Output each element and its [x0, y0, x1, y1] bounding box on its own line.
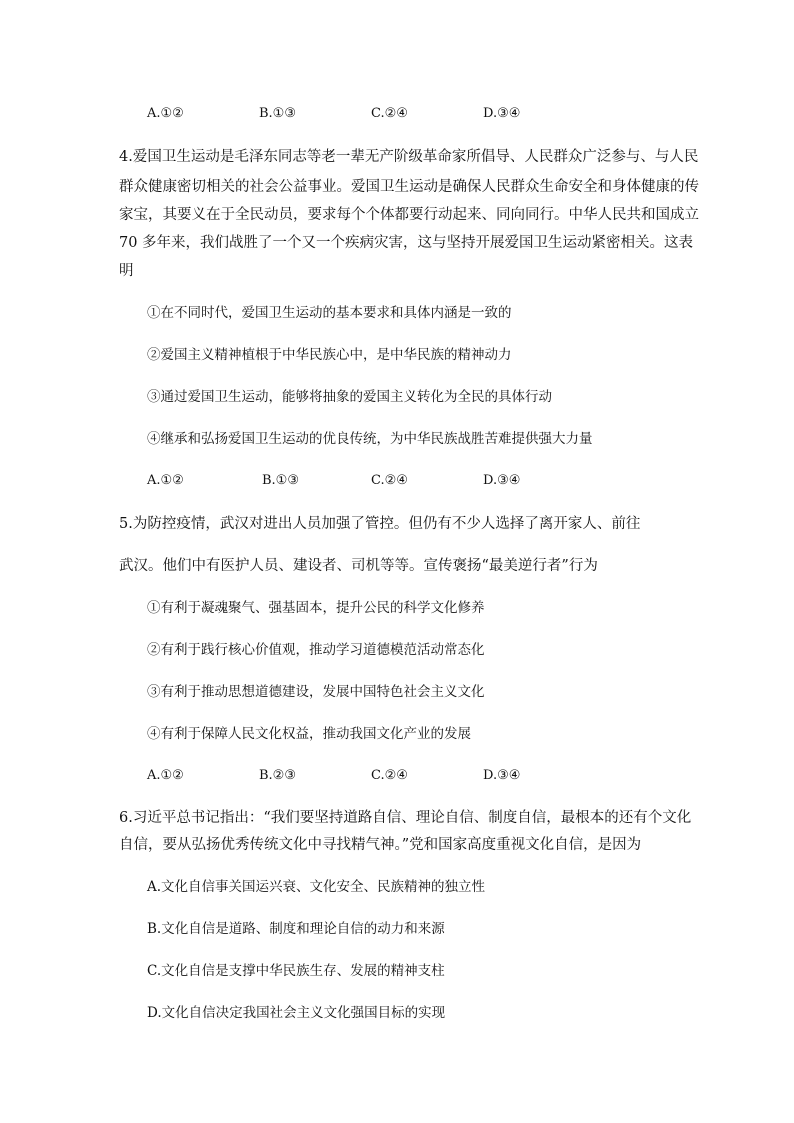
q5-statement-2: ②有利于践行核心价值观，推动学习道德模范活动常态化	[147, 642, 485, 658]
q5-option-d: D.③④	[483, 768, 521, 783]
q5-statement-1: ①有利于凝魂聚气、强基固本，提升公民的科学文化修养	[147, 600, 485, 616]
q5-stem-line-1: 5.为防控疫情，武汉对进出人员加强了管控。但仍有不少人选择了离开家人、前往	[119, 516, 641, 532]
q4-options	[0, 471, 794, 491]
q3-option-a: A.①②	[147, 106, 184, 121]
q4-statement-2: ②爱国主义精神植根于中华民族心中，是中华民族的精神动力	[147, 347, 512, 363]
q6-option-d: D.文化自信决定我国社会主义文化强国目标的实现	[147, 1005, 446, 1021]
q3-options	[0, 104, 794, 124]
q6-stem-line-2: 自信，要从弘扬优秀传统文化中寻找精气神。”党和国家高度重视文化自信，是因为	[119, 837, 642, 853]
q3-option-c: C.②④	[371, 106, 408, 121]
q4-stem-line-1: 4.爱国卫生运动是毛泽东同志等老一辈无产阶级革命家所倡导、人民群众广泛参与、与人民	[119, 149, 699, 165]
q4-option-d: D.③④	[483, 473, 521, 488]
q4-statement-3: ③通过爱国卫生运动，能够将抽象的爱国主义转化为全民的具体行动	[147, 389, 552, 405]
q5-option-c: C.②④	[371, 768, 408, 783]
q4-stem-line-3: 家宝，其要义在于全民动员，要求每个个体都要行动起来、同向同行。中华人民共和国成立	[119, 207, 699, 223]
q4-stem-line-5: 明	[119, 263, 134, 279]
q5-options	[0, 766, 794, 786]
q3-option-d: D.③④	[483, 106, 521, 121]
q5-statement-3: ③有利于推动思想道德建设，发展中国特色社会主义文化	[147, 684, 485, 700]
q5-option-a: A.①②	[147, 768, 184, 783]
q4-stem-line-4: 70 多年来，我们战胜了一个又一个疾病灾害，这与坚持开展爱国卫生运动紧密相关。这表	[119, 235, 694, 251]
q4-option-b: B.①③	[262, 473, 299, 488]
q5-option-b: B.②③	[259, 768, 296, 783]
q4-option-a: A.①②	[147, 473, 184, 488]
q4-stem-line-2: 群众健康密切相关的社会公益事业。爱国卫生运动是确保人民群众生命安全和身体健康的传	[119, 179, 699, 195]
q6-option-a: A.文化自信事关国运兴衰、文化安全、民族精神的独立性	[147, 879, 486, 895]
q4-statement-4: ④继承和弘扬爱国卫生运动的优良传统，为中华民族战胜苦难提供强大力量	[147, 431, 593, 447]
q6-stem-line-1: 6.习近平总书记指出：“我们要坚持道路自信、理论自信、制度自信，最根本的还有个文化	[119, 810, 692, 826]
q5-statement-4: ④有利于保障人民文化权益，推动我国文化产业的发展	[147, 726, 471, 742]
q4-statement-1: ①在不同时代，爱国卫生运动的基本要求和具体内涵是一致的	[147, 305, 512, 321]
q5-stem-line-2: 武汉。他们中有医护人员、建设者、司机等等。宣传褒扬“最美逆行者”行为	[119, 558, 598, 574]
q6-option-c: C.文化自信是支撑中华民族生存、发展的精神支柱	[147, 963, 445, 979]
q6-option-b: B.文化自信是道路、制度和理论自信的动力和来源	[147, 921, 445, 937]
q3-option-b: B.①③	[259, 106, 296, 121]
q4-option-c: C.②④	[371, 473, 408, 488]
